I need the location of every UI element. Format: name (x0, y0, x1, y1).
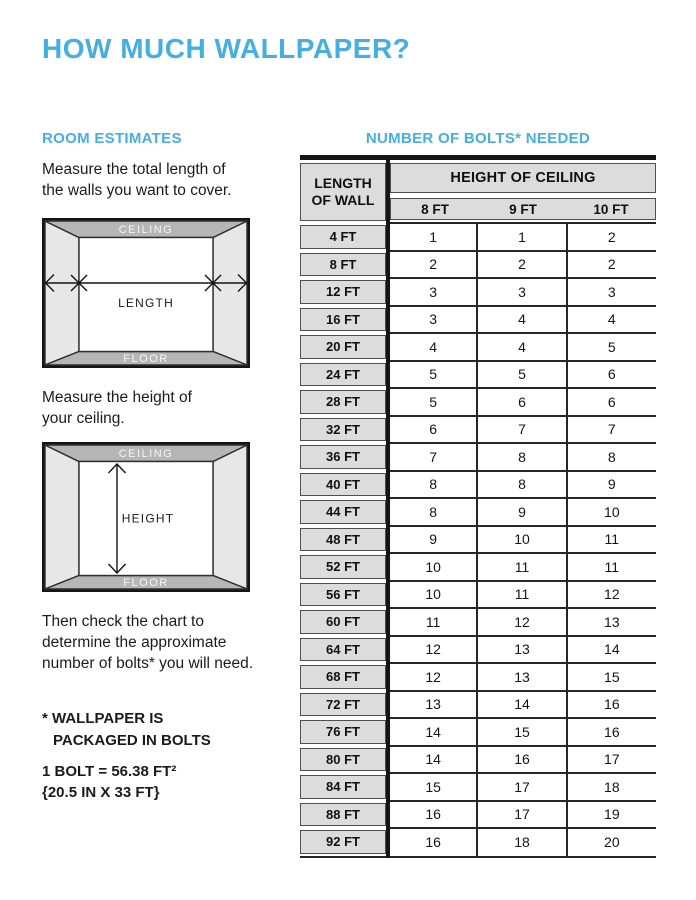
bolt-count-cell: 3 (388, 306, 477, 334)
bolt-count-cell: 18 (477, 828, 566, 857)
bolt-count-cell: 4 (477, 306, 566, 334)
bolt-info-line1: 1 BOLT = 56.38 FT² (42, 763, 177, 780)
bolt-count-cell: 13 (567, 608, 656, 636)
bolt-count-cell: 4 (388, 333, 477, 361)
row-label: 60 FT (326, 614, 360, 630)
table-row (300, 498, 656, 526)
row-label: 28 FT (326, 394, 360, 410)
row-label: 52 FT (326, 559, 360, 575)
table-row (300, 526, 656, 554)
bolt-count-cell: 14 (388, 718, 477, 746)
table-row (300, 608, 656, 636)
bolt-count-cell: 4 (567, 306, 656, 334)
bolt-count-cell: 8 (388, 471, 477, 499)
bolt-count-cell: 17 (477, 801, 566, 829)
bolt-count-cell: 14 (477, 691, 566, 719)
bolt-count-cell: 8 (567, 443, 656, 471)
bolt-count-cell: 11 (567, 553, 656, 581)
corner-header-line1: LENGTH (314, 174, 372, 191)
row-label: 72 FT (326, 696, 360, 712)
table-row (300, 443, 656, 471)
table-row (300, 471, 656, 499)
bolt-table-body (300, 223, 656, 857)
bolt-count-cell: 11 (567, 526, 656, 554)
bolt-count-cell: 7 (567, 416, 656, 444)
row-label: 32 FT (326, 421, 360, 437)
table-row (300, 553, 656, 581)
bolt-count-cell: 19 (567, 801, 656, 829)
step3-line1: Then check the chart to (42, 613, 204, 630)
ceiling-height-columns (388, 196, 656, 223)
table-row (300, 718, 656, 746)
row-label: 36 FT (326, 449, 360, 465)
row-label: 64 FT (326, 641, 360, 657)
row-label: 20 FT (326, 339, 360, 355)
row-label: 84 FT (326, 779, 360, 795)
row-label: 88 FT (326, 806, 360, 822)
height-dimension-label: HEIGHT (121, 511, 175, 526)
bolt-count-cell: 14 (567, 636, 656, 664)
bolt-count-cell: 14 (388, 746, 477, 774)
column-header-8ft: 8 FT (421, 201, 449, 217)
bolt-count-cell: 10 (388, 581, 477, 609)
bolt-count-cell: 8 (477, 443, 566, 471)
table-row (300, 801, 656, 829)
table-row (300, 691, 656, 719)
bolt-count-cell: 6 (388, 416, 477, 444)
row-label: 40 FT (326, 476, 360, 492)
bolt-count-cell: 2 (388, 251, 477, 279)
step2-text (42, 387, 192, 429)
bolt-info-line2: {20.5 IN X 33 FT} (42, 784, 160, 801)
bolt-count-cell: 2 (567, 223, 656, 251)
table-row (300, 361, 656, 389)
bolt-count-cell: 11 (388, 608, 477, 636)
bolt-count-cell: 11 (477, 553, 566, 581)
bolt-count-cell: 5 (477, 361, 566, 389)
bolt-count-cell: 6 (567, 388, 656, 416)
step1-line1: Measure the total length of (42, 161, 226, 178)
bolt-count-cell: 9 (388, 526, 477, 554)
bolt-count-cell: 17 (567, 746, 656, 774)
bolt-size-info (42, 761, 176, 803)
step1-line2: the walls you want to cover. (42, 182, 232, 199)
row-label: 24 FT (326, 366, 360, 382)
page-title: HOW MUCH WALLPAPER? (42, 33, 411, 64)
bolt-count-cell: 15 (388, 773, 477, 801)
row-label: 8 FT (329, 256, 357, 272)
bolt-count-cell: 6 (567, 361, 656, 389)
height-room-diagram (42, 442, 250, 592)
row-label: 4 FT (329, 229, 357, 245)
bolt-count-cell: 8 (388, 498, 477, 526)
bolt-count-cell: 6 (477, 388, 566, 416)
bolt-count-cell: 12 (388, 636, 477, 664)
bolt-count-cell: 17 (477, 773, 566, 801)
table-row (300, 746, 656, 774)
table-row (300, 773, 656, 801)
row-label: 44 FT (326, 504, 360, 520)
bolt-count-cell: 3 (388, 278, 477, 306)
bolt-count-cell: 2 (567, 251, 656, 279)
length-room-diagram (42, 218, 250, 368)
floor-label: FLOOR (123, 577, 169, 589)
bolt-table-header (300, 160, 656, 223)
table-row (300, 306, 656, 334)
bolt-count-cell: 16 (388, 801, 477, 829)
bolt-count-cell: 3 (567, 278, 656, 306)
bolt-count-cell: 16 (567, 691, 656, 719)
bolt-count-cell: 9 (477, 498, 566, 526)
bolt-count-cell: 4 (477, 333, 566, 361)
bolt-count-cell: 16 (567, 718, 656, 746)
bolt-count-cell: 7 (477, 416, 566, 444)
bolts-table (300, 155, 656, 858)
row-label: 68 FT (326, 669, 360, 685)
row-label: 16 FT (326, 311, 360, 327)
height-of-ceiling-header (388, 160, 656, 196)
corner-header (300, 160, 388, 223)
wallpaper-bolts-note (42, 708, 211, 752)
bolt-count-cell: 2 (477, 251, 566, 279)
bolt-count-cell: 8 (477, 471, 566, 499)
row-label: 76 FT (326, 724, 360, 740)
row-label: 56 FT (326, 586, 360, 602)
table-row (300, 581, 656, 609)
ceiling-label: CEILING (118, 448, 174, 460)
bolt-count-cell: 9 (567, 471, 656, 499)
bolt-count-cell: 10 (477, 526, 566, 554)
table-row (300, 278, 656, 306)
bolt-count-cell: 12 (567, 581, 656, 609)
column-header-10ft: 10 FT (593, 201, 629, 217)
bolt-count-cell: 12 (477, 608, 566, 636)
bolts-needed-table (300, 160, 656, 858)
row-label: 80 FT (326, 751, 360, 767)
bolt-count-cell: 15 (477, 718, 566, 746)
step2-line1: Measure the height of (42, 389, 192, 406)
bolt-count-cell: 1 (477, 223, 566, 251)
corner-header-line2: OF WALL (311, 191, 375, 208)
row-label: 92 FT (326, 834, 360, 850)
step2-line2: your ceiling. (42, 410, 125, 427)
bolt-count-cell: 7 (388, 443, 477, 471)
step1-text (42, 159, 232, 201)
bolt-count-cell: 13 (477, 636, 566, 664)
table-row (300, 388, 656, 416)
bolt-count-cell: 18 (567, 773, 656, 801)
bolt-count-cell: 20 (567, 828, 656, 857)
bolt-count-cell: 13 (477, 663, 566, 691)
note-line1: * WALLPAPER IS (42, 710, 164, 727)
bolt-count-cell: 10 (567, 498, 656, 526)
table-row (300, 828, 656, 857)
ceiling-label: CEILING (118, 224, 174, 236)
bolt-count-cell: 5 (388, 388, 477, 416)
bolt-count-cell: 12 (388, 663, 477, 691)
table-row (300, 416, 656, 444)
bolt-count-cell: 3 (477, 278, 566, 306)
table-row (300, 333, 656, 361)
bolt-count-cell: 5 (567, 333, 656, 361)
table-row (300, 223, 656, 251)
bolt-count-cell: 5 (388, 361, 477, 389)
table-row (300, 636, 656, 664)
bolt-count-cell: 11 (477, 581, 566, 609)
column-header-9ft: 9 FT (509, 201, 537, 217)
bolt-count-cell: 16 (477, 746, 566, 774)
floor-label: FLOOR (123, 353, 169, 365)
bolt-count-cell: 15 (567, 663, 656, 691)
bolts-needed-heading: NUMBER OF BOLTS* NEEDED (365, 130, 591, 147)
bolt-count-cell: 1 (388, 223, 477, 251)
bolt-count-cell: 10 (388, 553, 477, 581)
bolt-count-cell: 16 (388, 828, 477, 857)
table-row (300, 663, 656, 691)
step3-line2: determine the approximate (42, 634, 227, 651)
row-label: 12 FT (326, 284, 360, 300)
row-label: 48 FT (326, 531, 360, 547)
step3-line3: number of bolts* you will need. (42, 655, 254, 672)
step3-text (42, 611, 253, 674)
bolt-count-cell: 13 (388, 691, 477, 719)
table-row (300, 251, 656, 279)
height-of-ceiling-label: HEIGHT OF CEILING (450, 170, 596, 186)
length-dimension-label: LENGTH (118, 296, 174, 310)
note-line2: PACKAGED IN BOLTS (53, 732, 211, 749)
room-estimates-heading: ROOM ESTIMATES (42, 130, 182, 147)
